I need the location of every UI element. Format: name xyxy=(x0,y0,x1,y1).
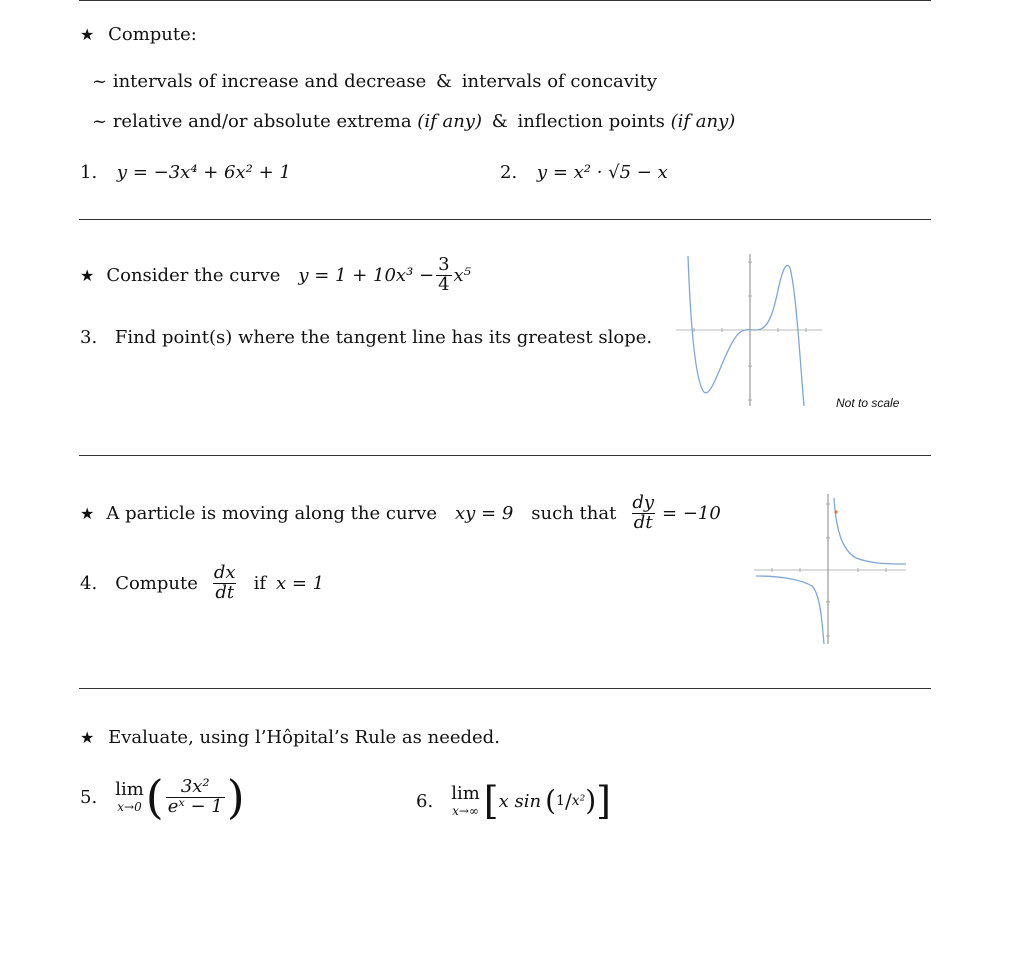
problem-4: 4. Compute $\frac{dx}{dt}$ if x = 1 xyxy=(80,562,325,603)
hyperbola-graph xyxy=(752,490,908,646)
problem-3: 3. Find point(s) where the tangent line has its greatest slope. xyxy=(80,327,653,348)
not-to-scale-note: Not to scale xyxy=(836,396,900,410)
top-rule xyxy=(79,0,931,1)
dy-dt-fraction: $\frac{dy}{dt}$ xyxy=(632,492,655,533)
limit-operator: lim x→∞ xyxy=(451,783,480,818)
limit-fraction: $\frac{\text{3x²}}{\text{eˣ − 1}}$ xyxy=(167,775,223,817)
section4-heading: ★ Evaluate, using l’Hôpital’s Rule as needed. xyxy=(80,727,500,748)
rule-1 xyxy=(79,219,931,220)
section1-heading: ★ Compute: xyxy=(80,24,197,45)
section1-line2: ~ relative and/or absolute extrema (if any) & inflection points (if any) xyxy=(92,111,736,132)
star-icon: ★ xyxy=(80,25,95,44)
curve-branch-left xyxy=(756,576,824,644)
limit-operator: lim x→0 xyxy=(115,779,144,814)
problem-6: 6. lim x→∞ [ x sin ( 1 / x² ) ] xyxy=(416,779,611,823)
curve-line xyxy=(688,256,804,406)
fraction-3-4: $\frac{3}{4}$ xyxy=(438,254,450,295)
rule-3 xyxy=(79,688,931,689)
dx-dt-fraction: $\frac{dx}{dt}$ xyxy=(213,562,236,603)
problem-5: 5. lim x→0 ( $\frac{\text{3x²}}{\text{eˣ − 1}}$ ) xyxy=(80,770,245,824)
section1-line1: ~ intervals of increase and decrease & intervals of concavity xyxy=(92,71,658,92)
point-marker xyxy=(834,510,837,513)
problem-2: 2. y = x² · √5 − x xyxy=(500,162,668,183)
curve-branch-right xyxy=(834,498,906,564)
section3-intro: ★ A particle is moving along the curve xy = 9 such that $\frac{dy}{dt}$ = −10 xyxy=(80,492,721,533)
section2-intro: ★ Consider the curve y = 1 + 10x³ − $\frac{3}{4}$ x⁵ xyxy=(80,254,471,295)
star-icon: ★ xyxy=(80,728,95,747)
star-icon: ★ xyxy=(80,265,95,285)
rule-2 xyxy=(79,455,931,456)
quintic-curve-graph xyxy=(676,250,822,410)
problem-1: 1. y = −3x⁴ + 6x² + 1 xyxy=(80,162,291,183)
star-icon: ★ xyxy=(80,503,95,523)
